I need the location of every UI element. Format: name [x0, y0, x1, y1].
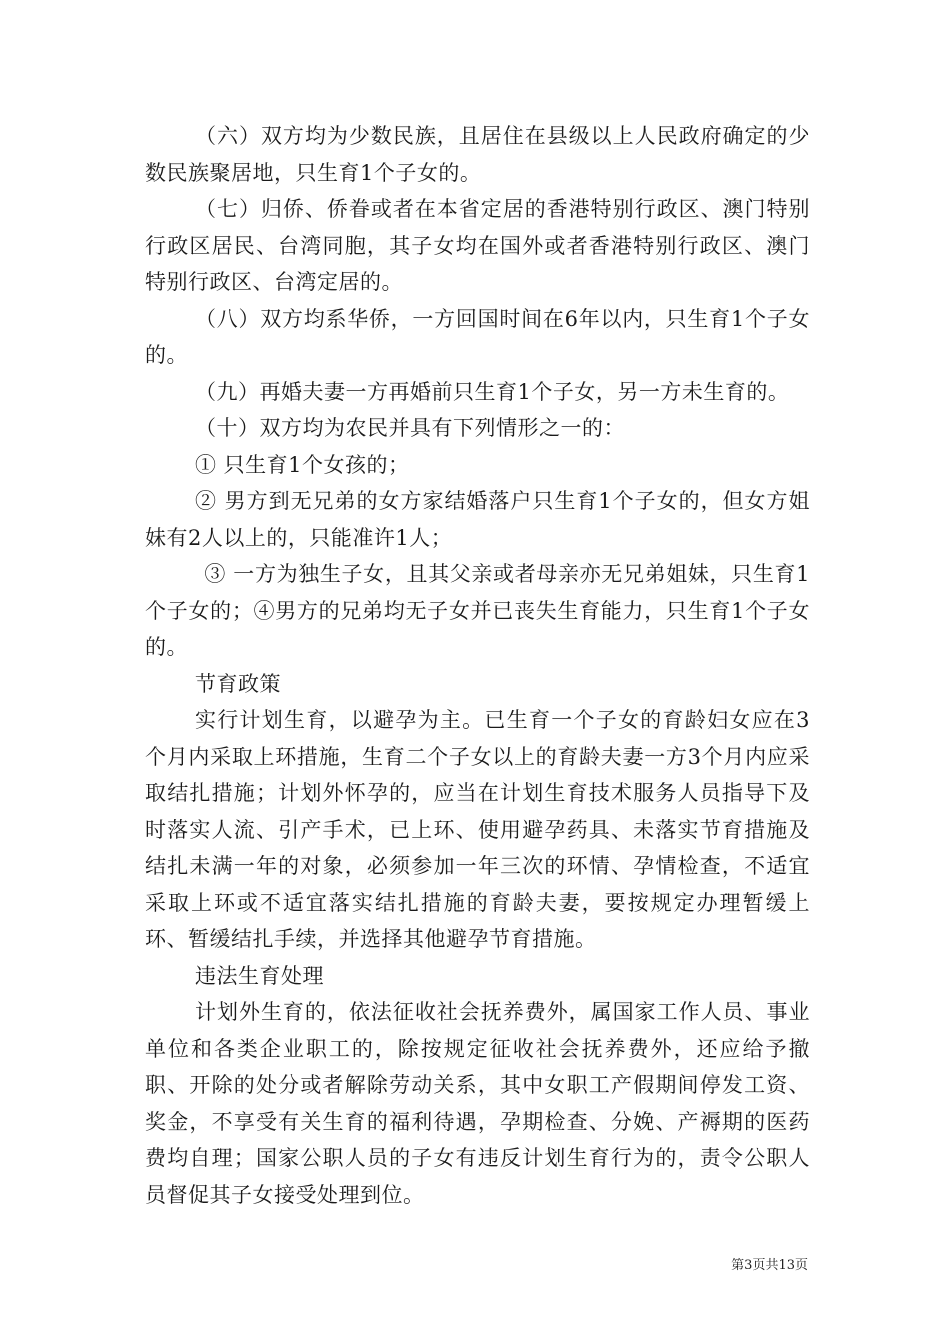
section-body-illegal-birth-handling: 计划外生育的，依法征收社会抚养费外，属国家工作人员、事业单位和各类企业职工的，除按规定征收社会抚养费外，还应给予撤职、开除的处分或者解除劳动关系，其中女职工产假期间停发工资、奖金，不享受有关生育的福利待遇，孕期检查、分娩、产褥期的医药费均自理；国家公职人员的子女有违反计划生育行为的，责令公职人员督促其子女接受处理到位。 [145, 1000, 810, 1207]
paragraph-item-7: （七）归侨、侨眷或者在本省定居的香港特别行政区、澳门特别行政区居民、台湾同胞，其子女均在国外或者香港特别行政区、澳门特别行政区、台湾定居的。 [145, 197, 810, 294]
page-number-footer: 第3页共13页 [731, 1258, 808, 1273]
paragraph-item-8: （八）双方均系华侨，一方回国时间在6年以内，只生育1个子女的。 [145, 306, 810, 367]
document-body [145, 118, 810, 1213]
sub-item-3-4: ③ 一方为独生子女，且其父亲或者母亲亦无兄弟姐妹，只生育1个子女的；④男方的兄弟均无子女并已丧失生育能力，只生育1个子女的。 [145, 562, 810, 659]
paragraph-item-9: （九）再婚夫妻一方再婚前只生育1个子女，另一方未生育的。 [195, 379, 790, 404]
paragraph-item-6: （六）双方均为少数民族，且居住在县级以上人民政府确定的少数民族聚居地，只生育1个子女的。 [145, 124, 810, 185]
section-body-contraception-policy: 实行计划生育，以避孕为主。已生育一个子女的育龄妇女应在3个月内采取上环措施，生育二个子女以上的育龄夫妻一方3个月内应采取结扎措施；计划外怀孕的，应当在计划生育技术服务人员指导下及时落实人流、引产手术，已上环、使用避孕药具、未落实节育措施及结扎未满一年的对象，必须参加一年三次的环情、孕情检查，不适宜采取上环或不适宜落实结扎措施的育龄夫妻，要按规定办理暂缓上环、暂缓结扎手续，并选择其他避孕节育措施。 [145, 708, 810, 951]
paragraph-item-10: （十）双方均为农民并具有下列情形之一的： [195, 416, 625, 440]
section-heading-illegal-birth-handling: 违法生育处理 [195, 963, 324, 988]
section-heading-contraception-policy: 节育政策 [195, 671, 281, 696]
sub-item-2: ② 男方到无兄弟的女方家结婚落户只生育1个子女的，但女方姐妹有2人以上的，只能准许1人； [145, 489, 810, 550]
sub-item-1: ① 只生育1个女孩的； [195, 452, 410, 477]
